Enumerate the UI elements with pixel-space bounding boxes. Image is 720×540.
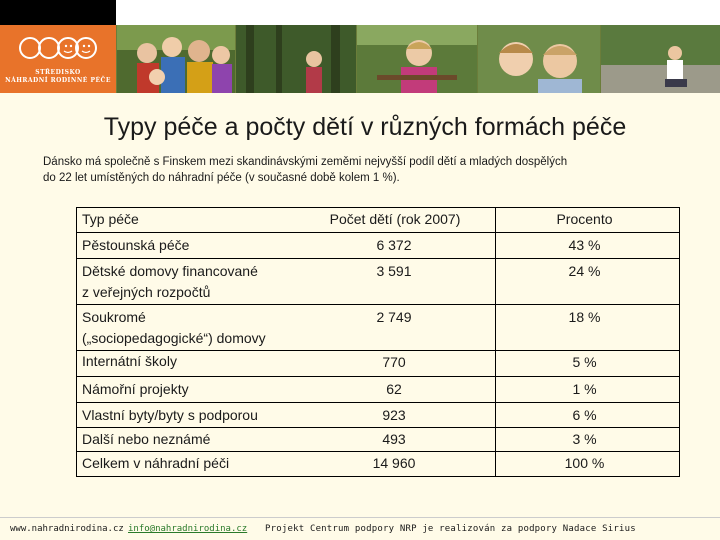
top-black-block (0, 0, 116, 25)
care-types-table (76, 207, 680, 477)
slide-title: Typy péče a počty dětí v různých formách péče (103, 113, 627, 141)
cell-percent: 18 % (568, 309, 601, 325)
header-photo-children-group (117, 25, 235, 93)
cell-percent: 6 % (572, 407, 597, 423)
intro-line-2: do 22 let umístěných do náhradní péče (v současné době kolem 1 %). (43, 172, 400, 184)
table-row (77, 258, 679, 305)
footer-sponsor-note: Projekt Centrum podpory NRP je realizován za podpory Nadace Sirius (265, 524, 636, 534)
intro-line-1: Dánsko má společně s Finskem mezi skandinávskými zeměmi nejvyšší podíl dětí a mladých dospělých (43, 156, 568, 168)
header-type: Typ péče (82, 211, 139, 227)
logo-faces-icon (18, 33, 98, 63)
cell-type: Další nebo neznámé (82, 431, 211, 447)
table-row (77, 350, 679, 377)
header-photo-forest-child (236, 25, 356, 93)
header-count: Počet dětí (rok 2007) (329, 211, 461, 227)
footer-website-link[interactable]: www.nahradnirodina.cz (10, 524, 124, 534)
cell-type-total: Celkem v náhradní péči (82, 455, 230, 471)
cell-percent-total: 100 % (564, 455, 605, 471)
column-divider (495, 208, 496, 476)
logo-text-line2: NÁHRADNÍ RODINNÉ PÉČE (5, 77, 111, 84)
cell-count: 3 591 (376, 263, 412, 279)
table-header-row (77, 208, 679, 232)
logo-text-line1: STŘEDISKO (35, 69, 81, 76)
table-total-row (77, 451, 679, 477)
organization-logo (0, 25, 116, 93)
cell-type: Pěstounská péče (82, 237, 190, 253)
cell-count: 62 (386, 381, 402, 397)
cell-type-line: („sociopedagogické“) domovy (82, 330, 266, 346)
cell-percent: 43 % (568, 237, 601, 253)
cell-type: Námořní projekty (82, 381, 189, 397)
header-photo-two-boys (478, 25, 600, 93)
cell-count: 2 749 (376, 309, 412, 325)
table-row (77, 232, 679, 259)
cell-type-line: Soukromé (82, 309, 146, 325)
cell-count: 770 (382, 354, 406, 370)
cell-count: 6 372 (376, 237, 412, 253)
intro-paragraph (43, 154, 703, 186)
header-photo-boy (357, 25, 477, 93)
footer-divider (0, 517, 720, 518)
cell-percent: 24 % (568, 263, 601, 279)
cell-type (82, 307, 312, 349)
cell-type-line: z veřejných rozpočtů (82, 284, 211, 300)
cell-percent: 1 % (572, 381, 597, 397)
cell-type-line: Dětské domovy financované (82, 263, 258, 279)
table-row (77, 376, 679, 403)
footer-email-link[interactable]: info@nahradnirodina.cz (128, 524, 248, 534)
cell-type (82, 261, 297, 303)
table-row (77, 304, 679, 351)
cell-count: 923 (382, 407, 406, 423)
cell-count: 493 (382, 431, 406, 447)
cell-type: Internátní školy (82, 353, 177, 369)
header-percent: Procento (556, 211, 613, 227)
cell-percent: 3 % (572, 431, 597, 447)
table-row (77, 427, 679, 452)
cell-percent: 5 % (572, 354, 597, 370)
table-row (77, 402, 679, 428)
cell-type: Vlastní byty/byty s podporou (82, 407, 258, 423)
header-photo-kneeling-child (601, 25, 720, 93)
cell-count-total: 14 960 (372, 455, 416, 471)
top-strip (0, 0, 720, 25)
